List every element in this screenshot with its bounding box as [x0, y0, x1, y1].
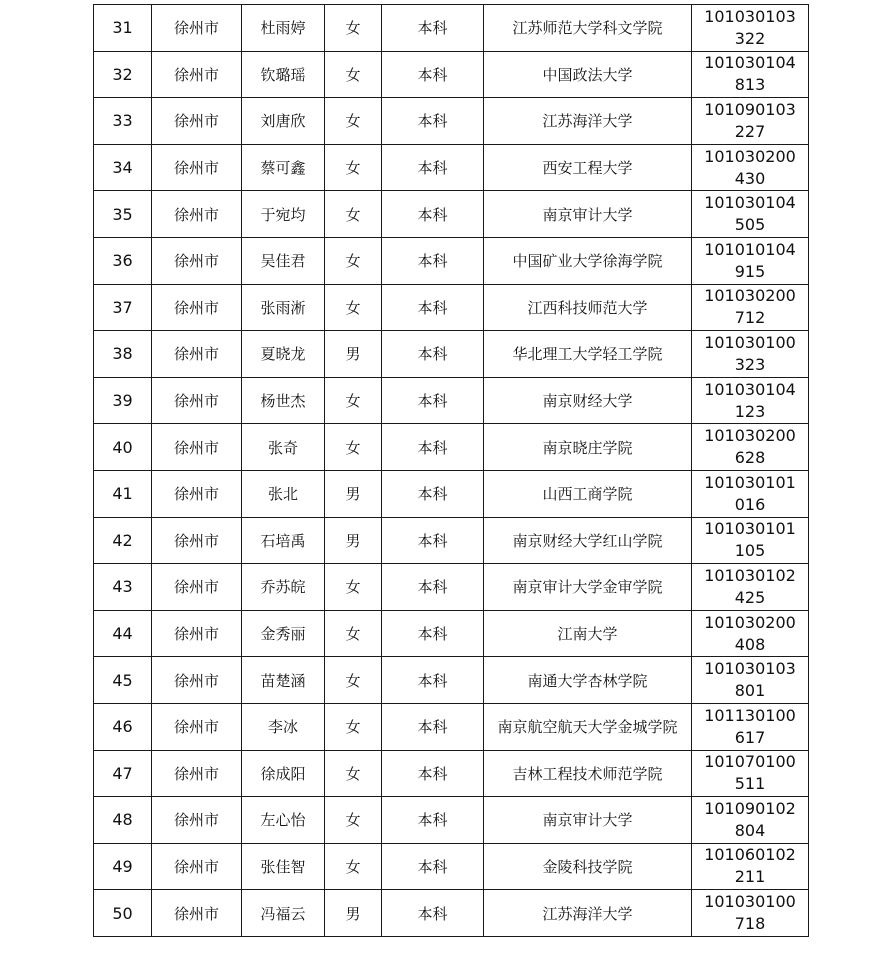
name-cell: 吴佳君: [242, 237, 325, 284]
id-cell: [692, 610, 809, 657]
id-cell: [692, 237, 809, 284]
id-cell: [692, 377, 809, 424]
gender-cell: 女: [325, 610, 382, 657]
id-cell: [692, 890, 809, 937]
name-cell: 蔡可鑫: [242, 144, 325, 191]
name-cell: 李冰: [242, 703, 325, 750]
table-row: [94, 657, 809, 704]
name-cell: 张佳智: [242, 843, 325, 890]
degree-cell: 本科: [382, 797, 484, 844]
id-line-2: 801: [734, 681, 766, 701]
school-cell: 中国矿业大学徐海学院: [484, 237, 692, 284]
school-cell: 南京审计大学: [484, 191, 692, 238]
id-line-2: 718: [734, 914, 766, 934]
row-number-cell: 42: [94, 517, 152, 564]
table-row: [94, 890, 809, 937]
gender-cell: 男: [325, 517, 382, 564]
name-cell: 金秀丽: [242, 610, 325, 657]
school-cell: 吉林工程技术师范学院: [484, 750, 692, 797]
school-cell: 江西科技师范大学: [484, 284, 692, 331]
city-cell: 徐州市: [152, 797, 242, 844]
gender-cell: 女: [325, 657, 382, 704]
table-row: [94, 424, 809, 471]
row-number-cell: 37: [94, 284, 152, 331]
row-number-cell: 40: [94, 424, 152, 471]
row-number-cell: 36: [94, 237, 152, 284]
table-row: [94, 517, 809, 564]
id-line-1: 101030104: [704, 53, 796, 73]
name-cell: 于宛均: [242, 191, 325, 238]
row-number-cell: 33: [94, 98, 152, 145]
id-cell: [692, 284, 809, 331]
gender-cell: 女: [325, 843, 382, 890]
degree-cell: 本科: [382, 890, 484, 937]
id-line-2: 915: [734, 261, 766, 281]
row-number-cell: 50: [94, 890, 152, 937]
degree-cell: 本科: [382, 5, 484, 52]
id-line-2: 505: [734, 215, 766, 235]
row-number-cell: 45: [94, 657, 152, 704]
gender-cell: 女: [325, 424, 382, 471]
name-cell: 钦璐瑶: [242, 51, 325, 98]
city-cell: 徐州市: [152, 237, 242, 284]
id-line-1: 101030103: [704, 6, 796, 26]
city-cell: 徐州市: [152, 657, 242, 704]
city-cell: 徐州市: [152, 51, 242, 98]
row-number-cell: 44: [94, 610, 152, 657]
id-cell: [692, 51, 809, 98]
school-cell: 西安工程大学: [484, 144, 692, 191]
results-table: [93, 4, 809, 937]
city-cell: 徐州市: [152, 5, 242, 52]
id-cell: [692, 331, 809, 378]
gender-cell: 男: [325, 331, 382, 378]
school-cell: 江苏师范大学科文学院: [484, 5, 692, 52]
school-cell: 江苏海洋大学: [484, 890, 692, 937]
id-line-1: 101060102: [704, 845, 796, 865]
row-number-cell: 32: [94, 51, 152, 98]
id-line-1: 101030200: [704, 146, 796, 166]
id-line-1: 101090103: [704, 99, 796, 119]
id-line-1: 101030200: [704, 612, 796, 632]
row-number-cell: 41: [94, 470, 152, 517]
id-cell: [692, 191, 809, 238]
id-cell: [692, 843, 809, 890]
city-cell: 徐州市: [152, 517, 242, 564]
degree-cell: 本科: [382, 377, 484, 424]
table-row: [94, 5, 809, 52]
city-cell: 徐州市: [152, 424, 242, 471]
degree-cell: 本科: [382, 610, 484, 657]
row-number-cell: 48: [94, 797, 152, 844]
table-row: [94, 843, 809, 890]
row-number-cell: 35: [94, 191, 152, 238]
id-cell: [692, 703, 809, 750]
gender-cell: 女: [325, 237, 382, 284]
gender-cell: 女: [325, 750, 382, 797]
degree-cell: 本科: [382, 843, 484, 890]
degree-cell: 本科: [382, 98, 484, 145]
name-cell: 石培禹: [242, 517, 325, 564]
name-cell: 苗楚涵: [242, 657, 325, 704]
id-line-2: 123: [734, 401, 766, 421]
school-cell: 江南大学: [484, 610, 692, 657]
city-cell: 徐州市: [152, 377, 242, 424]
name-cell: 杨世杰: [242, 377, 325, 424]
name-cell: 夏晓龙: [242, 331, 325, 378]
table-row: [94, 610, 809, 657]
table-row: [94, 331, 809, 378]
name-cell: 徐成阳: [242, 750, 325, 797]
id-line-1: 101030102: [704, 565, 796, 585]
table-row: [94, 470, 809, 517]
id-line-2: 105: [734, 541, 766, 561]
id-line-2: 227: [734, 121, 766, 141]
degree-cell: 本科: [382, 703, 484, 750]
gender-cell: 男: [325, 470, 382, 517]
id-cell: [692, 424, 809, 471]
id-cell: [692, 657, 809, 704]
name-cell: 张奇: [242, 424, 325, 471]
gender-cell: 女: [325, 98, 382, 145]
city-cell: 徐州市: [152, 843, 242, 890]
degree-cell: 本科: [382, 237, 484, 284]
id-line-2: 511: [734, 774, 766, 794]
id-cell: [692, 144, 809, 191]
id-line-2: 425: [734, 587, 766, 607]
table-row: [94, 98, 809, 145]
school-cell: 山西工商学院: [484, 470, 692, 517]
school-cell: 南京审计大学金审学院: [484, 564, 692, 611]
row-number-cell: 39: [94, 377, 152, 424]
degree-cell: 本科: [382, 144, 484, 191]
id-line-2: 617: [734, 727, 766, 747]
id-line-1: 101030103: [704, 659, 796, 679]
id-line-2: 430: [734, 168, 766, 188]
table-row: [94, 191, 809, 238]
id-line-1: 101130100: [704, 705, 796, 725]
id-line-2: 804: [734, 820, 766, 840]
degree-cell: 本科: [382, 517, 484, 564]
degree-cell: 本科: [382, 470, 484, 517]
name-cell: 乔苏皖: [242, 564, 325, 611]
table-body: [94, 5, 809, 937]
name-cell: 左心怡: [242, 797, 325, 844]
school-cell: 南通大学杏林学院: [484, 657, 692, 704]
degree-cell: 本科: [382, 331, 484, 378]
table-row: [94, 51, 809, 98]
table-row: [94, 797, 809, 844]
id-cell: [692, 750, 809, 797]
table-row: [94, 144, 809, 191]
degree-cell: 本科: [382, 564, 484, 611]
school-cell: 金陵科技学院: [484, 843, 692, 890]
id-line-1: 101010104: [704, 239, 796, 259]
gender-cell: 女: [325, 51, 382, 98]
gender-cell: 女: [325, 797, 382, 844]
id-line-1: 101030100: [704, 332, 796, 352]
id-line-2: 322: [734, 28, 766, 48]
table-row: [94, 237, 809, 284]
city-cell: 徐州市: [152, 610, 242, 657]
degree-cell: 本科: [382, 284, 484, 331]
degree-cell: 本科: [382, 657, 484, 704]
id-line-1: 101030200: [704, 286, 796, 306]
id-line-2: 628: [734, 448, 766, 468]
school-cell: 中国政法大学: [484, 51, 692, 98]
school-cell: 南京晓庄学院: [484, 424, 692, 471]
city-cell: 徐州市: [152, 98, 242, 145]
id-cell: [692, 98, 809, 145]
gender-cell: 女: [325, 564, 382, 611]
city-cell: 徐州市: [152, 144, 242, 191]
city-cell: 徐州市: [152, 750, 242, 797]
table-row: [94, 750, 809, 797]
table-row: [94, 703, 809, 750]
id-line-1: 101030101: [704, 472, 796, 492]
id-line-2: 813: [734, 75, 766, 95]
id-cell: [692, 470, 809, 517]
school-cell: 南京航空航天大学金城学院: [484, 703, 692, 750]
name-cell: 张雨淅: [242, 284, 325, 331]
gender-cell: 女: [325, 144, 382, 191]
id-line-2: 323: [734, 354, 766, 374]
name-cell: 刘唐欣: [242, 98, 325, 145]
row-number-cell: 34: [94, 144, 152, 191]
id-line-1: 101030100: [704, 892, 796, 912]
school-cell: 南京审计大学: [484, 797, 692, 844]
gender-cell: 女: [325, 284, 382, 331]
city-cell: 徐州市: [152, 331, 242, 378]
id-cell: [692, 517, 809, 564]
id-line-1: 101090102: [704, 798, 796, 818]
gender-cell: 女: [325, 703, 382, 750]
city-cell: 徐州市: [152, 284, 242, 331]
id-cell: [692, 564, 809, 611]
city-cell: 徐州市: [152, 191, 242, 238]
table-row: [94, 377, 809, 424]
gender-cell: 女: [325, 377, 382, 424]
id-line-1: 101030200: [704, 426, 796, 446]
degree-cell: 本科: [382, 51, 484, 98]
school-cell: 江苏海洋大学: [484, 98, 692, 145]
id-line-2: 408: [734, 634, 766, 654]
name-cell: 杜雨婷: [242, 5, 325, 52]
gender-cell: 女: [325, 191, 382, 238]
id-cell: [692, 5, 809, 52]
row-number-cell: 38: [94, 331, 152, 378]
name-cell: 冯福云: [242, 890, 325, 937]
school-cell: 南京财经大学: [484, 377, 692, 424]
row-number-cell: 31: [94, 5, 152, 52]
degree-cell: 本科: [382, 191, 484, 238]
id-line-1: 101030104: [704, 193, 796, 213]
degree-cell: 本科: [382, 424, 484, 471]
id-line-1: 101030101: [704, 519, 796, 539]
row-number-cell: 47: [94, 750, 152, 797]
row-number-cell: 46: [94, 703, 152, 750]
row-number-cell: 43: [94, 564, 152, 611]
id-line-1: 101070100: [704, 752, 796, 772]
city-cell: 徐州市: [152, 470, 242, 517]
school-cell: 南京财经大学红山学院: [484, 517, 692, 564]
name-cell: 张北: [242, 470, 325, 517]
table-row: [94, 284, 809, 331]
id-line-2: 712: [734, 308, 766, 328]
table-row: [94, 564, 809, 611]
id-line-2: 016: [734, 494, 766, 514]
school-cell: 华北理工大学轻工学院: [484, 331, 692, 378]
row-number-cell: 49: [94, 843, 152, 890]
id-line-2: 211: [734, 867, 766, 887]
gender-cell: 女: [325, 5, 382, 52]
city-cell: 徐州市: [152, 890, 242, 937]
id-line-1: 101030104: [704, 379, 796, 399]
city-cell: 徐州市: [152, 703, 242, 750]
gender-cell: 男: [325, 890, 382, 937]
id-cell: [692, 797, 809, 844]
city-cell: 徐州市: [152, 564, 242, 611]
degree-cell: 本科: [382, 750, 484, 797]
